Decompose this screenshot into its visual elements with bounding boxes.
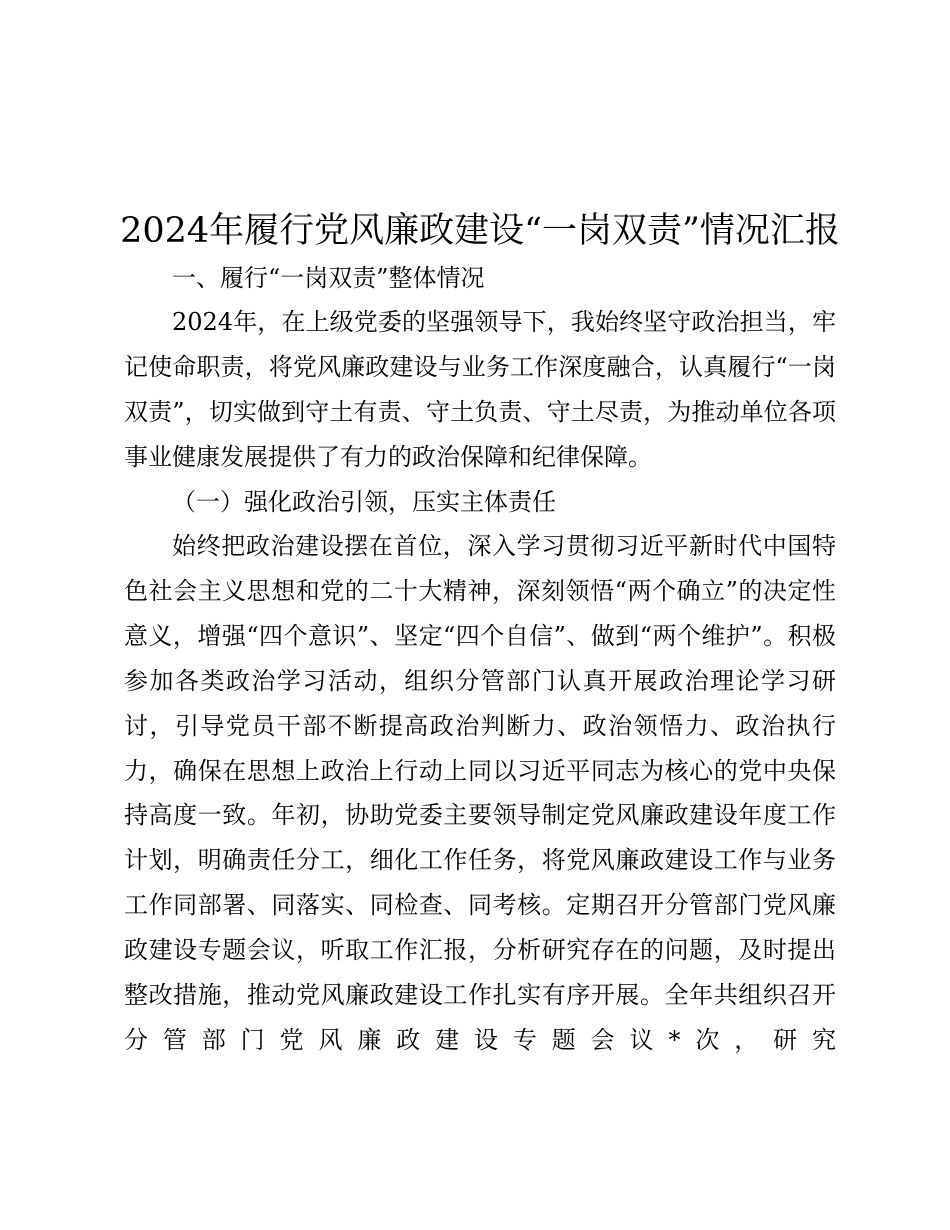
document-title: 2024年履行党风廉政建设“一岗双责”情况汇报	[120, 211, 840, 251]
subsection-heading: （一）强化政治引领，压实主体责任	[172, 488, 556, 516]
section-heading: 一、履行“一岗双责”整体情况	[172, 264, 485, 292]
paragraph-2: 始终把政治建设摆在首位，深入学习贯彻习近平新时代中国特色社会主义思想和党的二十大精神，深刻领悟“两个确立”的决定性意义，增强“四个意识”、坚定“四个自信”、做到“两个维护”。积极参加各类政治学习活动，组织分管部门认真开展政治理论学习研讨，引导党员干部不断提高政治判断力、政治领悟力、政治执行力，确保在思想上政治上行动上同以习近平同志为核心的党中央保持高度一致。年初，协助党委主要领导制定党风廉政建设年度工作计划，明确责任分工，细化工作任务，将党风廉政建设工作与业务工作同部署、同落实、同检查、同考核。定期召开分管部门党风廉政建设专题会议，听取工作汇报，分析研究存在的问题，及时提出整改措施，推动党风廉政建设工作扎实有序开展。全年共组织召开分管部门党风廉政建设专题会议*次，研究	[124, 532, 836, 1054]
paragraph-1: 2024年，在上级党委的坚强领导下，我始终坚守政治担当，牢记使命职责，将党风廉政建设与业务工作深度融合，认真履行“一岗双责”，切实做到守土有责、守土负责、守土尽责，为推动单位各项事业健康发展提供了有力的政治保障和纪律保障。	[124, 308, 836, 471]
